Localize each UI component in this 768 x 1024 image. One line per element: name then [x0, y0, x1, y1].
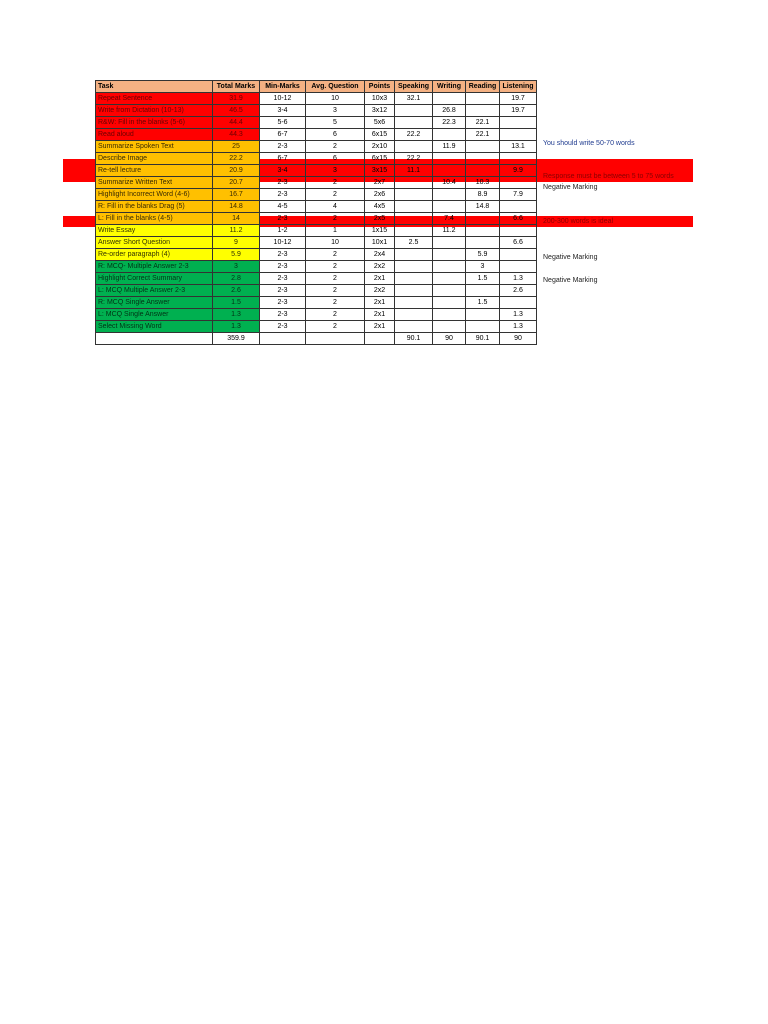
cell-task: R: MCQ- Multiple Answer 2-3 [96, 261, 213, 273]
cell-listening [500, 117, 537, 129]
table-row [96, 225, 537, 237]
cell-avg-question: 2 [306, 213, 365, 225]
cell-reading [466, 213, 500, 225]
cell-listening: 1.3 [500, 273, 537, 285]
cell-min-marks: 2-3 [260, 261, 306, 273]
cell-points: 5x6 [365, 117, 395, 129]
cell-total-marks: 9 [213, 237, 260, 249]
cell-points: 2x7 [365, 177, 395, 189]
cell-task: Summarize Spoken Text [96, 141, 213, 153]
cell-points: 2x5 [365, 213, 395, 225]
cell-points: 6x15 [365, 153, 395, 165]
cell-task: Re-tell lecture [96, 165, 213, 177]
cell-task: Answer Short Question [96, 237, 213, 249]
cell-task: Highlight Incorrect Word (4-6) [96, 189, 213, 201]
table-row [96, 237, 537, 249]
cell-total-marks: 2.6 [213, 285, 260, 297]
cell-reading [466, 237, 500, 249]
cell-total-marks: 1.3 [213, 309, 260, 321]
cell-speaking [395, 321, 433, 333]
cell-listening [500, 225, 537, 237]
table-body [96, 93, 537, 345]
cell-points: 2x1 [365, 297, 395, 309]
cell-reading: 1.5 [466, 273, 500, 285]
cell-reading [466, 165, 500, 177]
cell-writing [433, 93, 466, 105]
cell-speaking [395, 249, 433, 261]
cell-total-marks: 14 [213, 213, 260, 225]
cell-min-marks: 2-3 [260, 249, 306, 261]
cell-reading: 5.9 [466, 249, 500, 261]
cell-speaking [395, 213, 433, 225]
cell-writing: 26.8 [433, 105, 466, 117]
cell-speaking [395, 201, 433, 213]
cell-points: 2x10 [365, 141, 395, 153]
cell-points: 10x3 [365, 93, 395, 105]
cell-speaking [395, 117, 433, 129]
header-points: Points [365, 81, 395, 93]
cell-listening: 6.6 [500, 237, 537, 249]
cell-speaking [395, 141, 433, 153]
cell-avg-question: 2 [306, 261, 365, 273]
cell-writing [433, 249, 466, 261]
cell-listening [500, 153, 537, 165]
cell-writing [433, 237, 466, 249]
table-row [96, 117, 537, 129]
cell-avg-question: 3 [306, 165, 365, 177]
note-negative-marking-1: Negative Marking [543, 184, 598, 191]
header-total-marks: Total Marks [213, 81, 260, 93]
cell-task: Write from Dictation (10-13) [96, 105, 213, 117]
cell-avg-question: 2 [306, 189, 365, 201]
cell-total-marks: 22.2 [213, 153, 260, 165]
cell-min-marks: 2-3 [260, 285, 306, 297]
cell-speaking [395, 309, 433, 321]
cell-total-marks: 25 [213, 141, 260, 153]
cell-reading: 3 [466, 261, 500, 273]
cell-speaking [395, 177, 433, 189]
cell-total-marks: 44.4 [213, 117, 260, 129]
header-task: Task [96, 81, 213, 93]
cell-avg-question: 2 [306, 273, 365, 285]
marks-table [95, 80, 537, 345]
cell-speaking: 32.1 [395, 93, 433, 105]
table-row [96, 285, 537, 297]
cell-reading [466, 225, 500, 237]
cell-avg-question: 1 [306, 225, 365, 237]
cell-avg-question: 6 [306, 153, 365, 165]
cell-reading [466, 309, 500, 321]
cell-points: 10x1 [365, 237, 395, 249]
cell-task: Select Missing Word [96, 321, 213, 333]
cell-avg-question: 2 [306, 141, 365, 153]
cell-task: L: Fill in the blanks (4-5) [96, 213, 213, 225]
cell-speaking [395, 285, 433, 297]
header-min-marks: Min-Marks [260, 81, 306, 93]
cell-points: 3x15 [365, 165, 395, 177]
total-avg-question [306, 333, 365, 345]
cell-total-marks: 20.7 [213, 177, 260, 189]
table-row [96, 177, 537, 189]
cell-listening: 19.7 [500, 93, 537, 105]
cell-avg-question: 2 [306, 297, 365, 309]
cell-listening: 9.9 [500, 165, 537, 177]
cell-avg-question: 10 [306, 237, 365, 249]
cell-listening [500, 129, 537, 141]
cell-task: L: MCQ Multiple Answer 2-3 [96, 285, 213, 297]
cell-points: 6x15 [365, 129, 395, 141]
cell-task: Write Essay [96, 225, 213, 237]
cell-reading [466, 153, 500, 165]
cell-total-marks: 1.5 [213, 297, 260, 309]
cell-total-marks: 3 [213, 261, 260, 273]
total-speaking: 90.1 [395, 333, 433, 345]
cell-avg-question: 5 [306, 117, 365, 129]
cell-reading: 10.3 [466, 177, 500, 189]
note-summarize-written: Response must be between 5 to 75 words [543, 173, 674, 180]
cell-writing: 10.4 [433, 177, 466, 189]
note-essay: 200-300 words is ideal [543, 218, 614, 225]
total-min-marks [260, 333, 306, 345]
cell-writing [433, 201, 466, 213]
table-row [96, 189, 537, 201]
cell-min-marks: 5-6 [260, 117, 306, 129]
cell-total-marks: 16.7 [213, 189, 260, 201]
cell-min-marks: 2-3 [260, 177, 306, 189]
spreadsheet [95, 80, 537, 345]
cell-min-marks: 2-3 [260, 321, 306, 333]
cell-min-marks: 2-3 [260, 213, 306, 225]
cell-points: 2x2 [365, 285, 395, 297]
cell-listening: 13.1 [500, 141, 537, 153]
total-total-marks: 359.9 [213, 333, 260, 345]
cell-writing [433, 309, 466, 321]
cell-task: R: Fill in the blanks Drag (5) [96, 201, 213, 213]
cell-total-marks: 1.3 [213, 321, 260, 333]
cell-task: L: MCQ Single Answer [96, 309, 213, 321]
table-row [96, 309, 537, 321]
cell-writing [433, 189, 466, 201]
cell-reading: 22.1 [466, 129, 500, 141]
cell-total-marks: 2.8 [213, 273, 260, 285]
cell-points: 2x4 [365, 249, 395, 261]
cell-total-marks: 20.9 [213, 165, 260, 177]
header-row [96, 81, 537, 93]
cell-avg-question: 2 [306, 321, 365, 333]
cell-listening: 6.6 [500, 213, 537, 225]
cell-listening [500, 201, 537, 213]
cell-reading [466, 93, 500, 105]
cell-total-marks: 44.3 [213, 129, 260, 141]
cell-speaking [395, 261, 433, 273]
header-avg-question: Avg. Question [306, 81, 365, 93]
cell-avg-question: 2 [306, 309, 365, 321]
header-reading: Reading [466, 81, 500, 93]
table-row [96, 105, 537, 117]
cell-points: 2x1 [365, 273, 395, 285]
table-row [96, 321, 537, 333]
cell-reading [466, 285, 500, 297]
table-row [96, 261, 537, 273]
cell-min-marks: 6-7 [260, 129, 306, 141]
cell-writing [433, 285, 466, 297]
cell-writing: 11.2 [433, 225, 466, 237]
cell-total-marks: 46.5 [213, 105, 260, 117]
cell-min-marks: 2-3 [260, 297, 306, 309]
cell-points: 2x1 [365, 321, 395, 333]
cell-writing [433, 273, 466, 285]
cell-min-marks: 3-4 [260, 165, 306, 177]
cell-min-marks: 1-2 [260, 225, 306, 237]
cell-listening [500, 297, 537, 309]
cell-writing [433, 297, 466, 309]
cell-reading [466, 321, 500, 333]
note-summarize-spoken: You should write 50-70 words [543, 140, 635, 147]
cell-reading [466, 105, 500, 117]
cell-speaking [395, 189, 433, 201]
table-row [96, 141, 537, 153]
cell-avg-question: 10 [306, 93, 365, 105]
table-row [96, 213, 537, 225]
table-row [96, 201, 537, 213]
table-row [96, 153, 537, 165]
cell-task: Re-order paragraph (4) [96, 249, 213, 261]
cell-total-marks: 11.2 [213, 225, 260, 237]
cell-task: Summarize Written Text [96, 177, 213, 189]
cell-min-marks: 2-3 [260, 189, 306, 201]
cell-reading: 22.1 [466, 117, 500, 129]
cell-speaking: 2.5 [395, 237, 433, 249]
table-row [96, 273, 537, 285]
cell-listening: 1.3 [500, 321, 537, 333]
table-row [96, 93, 537, 105]
cell-task: Describe Image [96, 153, 213, 165]
header-speaking: Speaking [395, 81, 433, 93]
cell-writing: 7.4 [433, 213, 466, 225]
cell-points: 2x2 [365, 261, 395, 273]
cell-min-marks: 10-12 [260, 93, 306, 105]
cell-avg-question: 2 [306, 249, 365, 261]
cell-min-marks: 3-4 [260, 105, 306, 117]
cell-min-marks: 10-12 [260, 237, 306, 249]
cell-task: R: MCQ Single Answer [96, 297, 213, 309]
cell-total-marks: 14.8 [213, 201, 260, 213]
cell-avg-question: 2 [306, 177, 365, 189]
cell-listening [500, 249, 537, 261]
cell-listening [500, 261, 537, 273]
total-points [365, 333, 395, 345]
cell-speaking [395, 273, 433, 285]
cell-speaking [395, 297, 433, 309]
cell-points: 2x1 [365, 309, 395, 321]
cell-writing [433, 129, 466, 141]
cell-min-marks: 6-7 [260, 153, 306, 165]
cell-points: 3x12 [365, 105, 395, 117]
cell-avg-question: 6 [306, 129, 365, 141]
cell-writing: 11.9 [433, 141, 466, 153]
cell-points: 2x6 [365, 189, 395, 201]
cell-speaking: 22.2 [395, 153, 433, 165]
cell-min-marks: 2-3 [260, 141, 306, 153]
cell-writing [433, 165, 466, 177]
cell-avg-question: 3 [306, 105, 365, 117]
table-row [96, 165, 537, 177]
total-reading: 90.1 [466, 333, 500, 345]
table-row [96, 249, 537, 261]
cell-speaking: 11.1 [395, 165, 433, 177]
table-row [96, 129, 537, 141]
totals-row [96, 333, 537, 345]
table-row [96, 297, 537, 309]
cell-listening: 1.3 [500, 309, 537, 321]
cell-min-marks: 2-3 [260, 309, 306, 321]
total-task [96, 333, 213, 345]
cell-avg-question: 2 [306, 285, 365, 297]
cell-writing [433, 261, 466, 273]
total-writing: 90 [433, 333, 466, 345]
cell-task: Highlight Correct Summary [96, 273, 213, 285]
cell-writing: 22.3 [433, 117, 466, 129]
cell-writing [433, 153, 466, 165]
cell-points: 1x15 [365, 225, 395, 237]
total-listening: 90 [500, 333, 537, 345]
cell-reading [466, 141, 500, 153]
cell-listening [500, 177, 537, 189]
cell-task: Read aloud [96, 129, 213, 141]
cell-min-marks: 2-3 [260, 273, 306, 285]
cell-avg-question: 4 [306, 201, 365, 213]
cell-task: Repeat Sentence [96, 93, 213, 105]
cell-speaking: 22.2 [395, 129, 433, 141]
header-listening: Listening [500, 81, 537, 93]
cell-listening: 19.7 [500, 105, 537, 117]
cell-total-marks: 31.9 [213, 93, 260, 105]
cell-reading: 14.8 [466, 201, 500, 213]
cell-reading: 1.5 [466, 297, 500, 309]
cell-task: R&W: Fill in the blanks (5-6) [96, 117, 213, 129]
cell-min-marks: 4-5 [260, 201, 306, 213]
cell-listening: 2.6 [500, 285, 537, 297]
header-writing: Writing [433, 81, 466, 93]
cell-listening: 7.9 [500, 189, 537, 201]
cell-reading: 8.9 [466, 189, 500, 201]
cell-speaking [395, 225, 433, 237]
cell-total-marks: 5.9 [213, 249, 260, 261]
note-negative-marking-2: Negative Marking [543, 254, 598, 261]
note-negative-marking-3: Negative Marking [543, 277, 598, 284]
cell-points: 4x5 [365, 201, 395, 213]
cell-writing [433, 321, 466, 333]
cell-speaking [395, 105, 433, 117]
